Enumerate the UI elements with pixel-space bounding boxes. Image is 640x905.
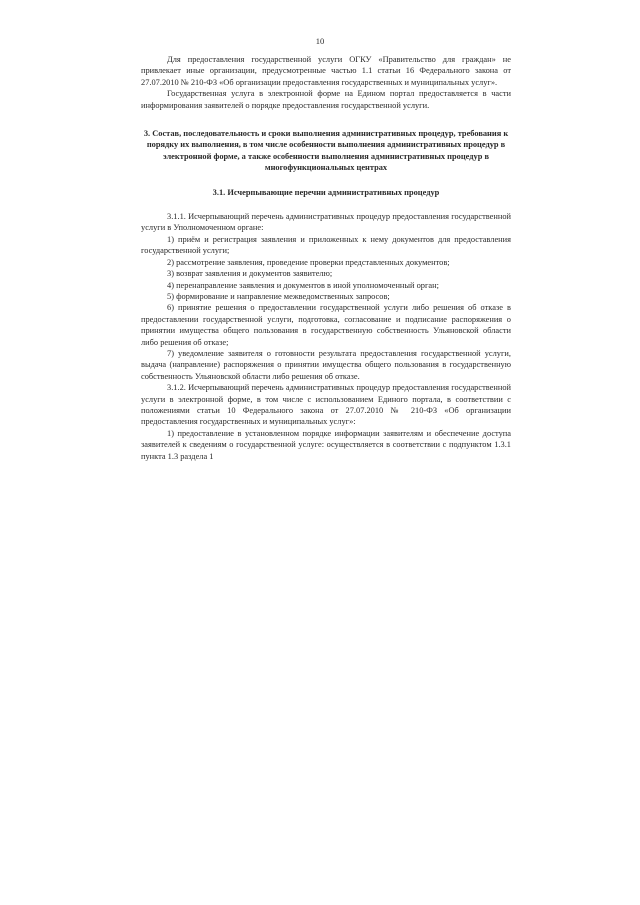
- list-item-2: 2) рассмотрение заявления, проведение проверки представленных документов;: [167, 257, 450, 267]
- document-body: [141, 54, 511, 462]
- list-item-6: 6) принятие решения о предоставлении государственной услуги либо решения об отказе в предоставлении государственной услуги, подготовка, согласование и подписание распоряжения о принятии имущества общего пользования в государственную собственность Ульяновской области либо решения об отказе;: [141, 303, 511, 347]
- page-number: 10: [315, 36, 325, 46]
- list-item-3: 3) возврат заявления и документов заявителю;: [167, 269, 333, 279]
- list-item-1: 1) приём и регистрация заявления и приложенных к нему документов для предоставления государственной услуги;: [141, 234, 511, 256]
- list-item-5: 5) формирование и направление межведомственных запросов;: [167, 291, 390, 301]
- paragraph-3-1-1: 3.1.1. Исчерпывающий перечень административных процедур предоставления государственной услуги в Уполномоченном органе:: [141, 212, 511, 233]
- list-item-4: 4) перенаправление заявления и документов в иной уполномоченный орган;: [167, 280, 439, 290]
- list-item-electronic-1: 1) предоставление в установленном порядке информации заявителям и обеспечение доступа заявителей к сведениям о государственной услуге: осуществляется в соответствии с подпунктом 1.3.1 пункта 1.3 раздела 1: [141, 428, 511, 461]
- section-heading: 3. Состав, последовательность и сроки выполнения административных процедур, требования к порядку их выполнения, в том числе особенности выполнения административных процедур в электронной форме, а также особенности выполнения административных процедур в многофункциональных центрах: [143, 129, 509, 173]
- paragraph-no-third-parties: Для предоставления государственной услуги ОГКУ «Правительство для граждан» не привлекает иные организации, предусмотренные частью 1.1 статьи 16 Федерального закона от 27.07.2010 № 210-ФЗ «Об организации предоставления государственных и муниципальных услуг».: [141, 55, 511, 87]
- paragraph-3-1-2: 3.1.2. Исчерпывающий перечень административных процедур предоставления государственной услуги в электронной форме, в том числе с использованием Единого портала, в соответствии с положениями статьи 10 Федерального закона от 27.07.2010 № 210-ФЗ «Об организации предоставления государственных и муниципальных услуг»:: [141, 383, 511, 427]
- paragraph-electronic-form: Государственная услуга в электронной форме на Едином портал предоставляется в части информирования заявителей о порядке предоставления государственной услуги.: [141, 89, 511, 110]
- list-item-7: 7) уведомление заявителя о готовности результата предоставления государственной услуги, выдача (направление) распоряжения о принятии имущества общего пользования в государственную собственность Ульяновской области либо решения об отказе.: [141, 348, 511, 381]
- subsection-heading: 3.1. Исчерпывающие перечни административных процедур: [212, 187, 440, 197]
